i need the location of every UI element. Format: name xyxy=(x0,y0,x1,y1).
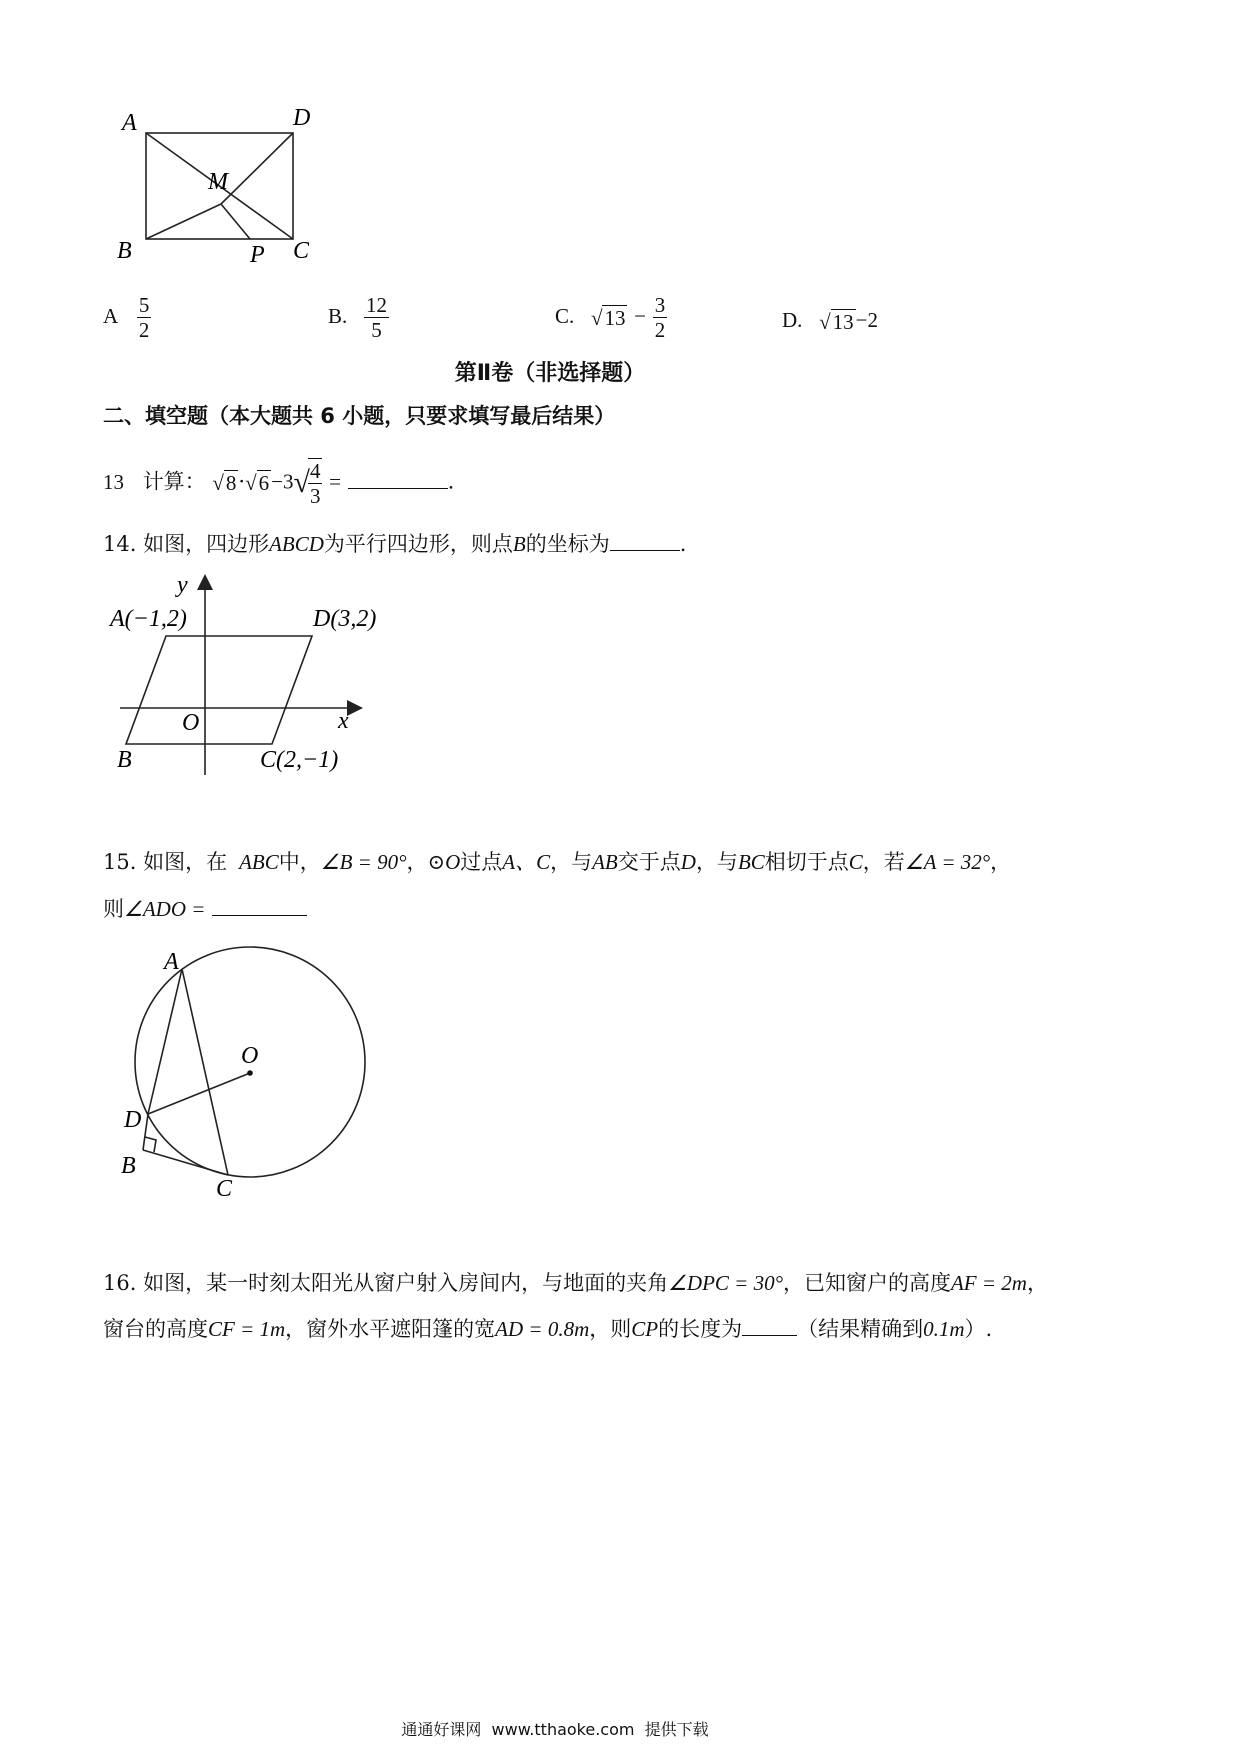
section-title: 第Ⅱ卷（非选择题） xyxy=(454,361,646,386)
label-m: M xyxy=(208,169,228,195)
fig-parallelogram-coordinates xyxy=(100,570,400,785)
option-b-fraction: $\frac{12}{5}$ xyxy=(365,293,387,342)
option-c: C. √13 − $\frac{3}{2}$ xyxy=(555,293,666,342)
svg-text:A: A xyxy=(164,949,179,975)
question-15-line1: 15. 如图，在 ABC中，∠B = 90°，⊙O过点A、C，与AB交于点D，与BC相切于点C，若∠A = 32°， xyxy=(103,850,1012,874)
option-a-label: A xyxy=(103,304,119,328)
answer-blank-13[interactable] xyxy=(348,466,448,489)
footer-watermark: 通通好课网 www.tthaoke.com 提供下载 xyxy=(401,1720,709,1739)
option-c-label: C. xyxy=(555,304,575,328)
label-p: P xyxy=(250,242,265,268)
svg-text:B: B xyxy=(117,747,132,773)
question-13: 13 计算： √8·√6−3√ $\frac{4}{3}$ = . xyxy=(103,459,455,508)
svg-text:x: x xyxy=(338,708,349,734)
svg-text:A(−1,2): A(−1,2) xyxy=(110,606,187,632)
part-heading: 二、填空题（本大题共 6 小题，只要求填写最后结果） xyxy=(103,404,616,428)
option-c-sqrt: √13 xyxy=(590,305,626,330)
question-15-line2: 则∠ADO = xyxy=(103,893,307,924)
option-b xyxy=(328,293,389,342)
fig-rectangle-abcd xyxy=(100,100,340,280)
svg-text:O: O xyxy=(182,710,200,736)
svg-text:B: B xyxy=(121,1153,136,1179)
option-a xyxy=(103,293,151,342)
label-d: D xyxy=(293,105,311,131)
answer-blank-15[interactable] xyxy=(212,893,307,916)
option-d: D. √13−2 xyxy=(782,305,878,337)
answer-blank-16[interactable] xyxy=(742,1313,797,1336)
option-a-fraction: $\frac{5}{2}$ xyxy=(138,293,150,342)
question-16-line2: 窗台的高度CF = 1m，窗外水平遮阳篷的宽AD = 0.8m，则CP的长度为 （结果精确到0.1m）. xyxy=(103,1313,992,1344)
label-b: B xyxy=(117,238,132,264)
fig-circle-triangle xyxy=(100,945,390,1205)
question-16-line1: 16. 如图，某一时刻太阳光从窗户射入房间内，与地面的夹角∠DPC = 30°，已知窗户的高度AF = 2m， xyxy=(103,1271,1048,1295)
svg-text:C(2,−1): C(2,−1) xyxy=(260,747,339,773)
svg-text:D(3,2): D(3,2) xyxy=(313,606,377,632)
label-c: C xyxy=(293,238,310,264)
svg-text:D: D xyxy=(124,1107,142,1133)
svg-text:C: C xyxy=(216,1176,233,1202)
option-d-sqrt: √13 xyxy=(819,309,854,334)
question-14: 14. 如图，四边形ABCD为平行四边形，则点B的坐标为 . xyxy=(103,528,686,559)
option-d-label: D. xyxy=(782,308,803,332)
option-c-fraction: $\frac{3}{2}$ xyxy=(654,293,666,342)
answer-blank-14[interactable] xyxy=(610,528,680,551)
option-b-label: B. xyxy=(328,304,348,328)
label-a: A xyxy=(122,110,137,136)
svg-text:O: O xyxy=(241,1043,259,1069)
svg-text:y: y xyxy=(177,572,188,598)
